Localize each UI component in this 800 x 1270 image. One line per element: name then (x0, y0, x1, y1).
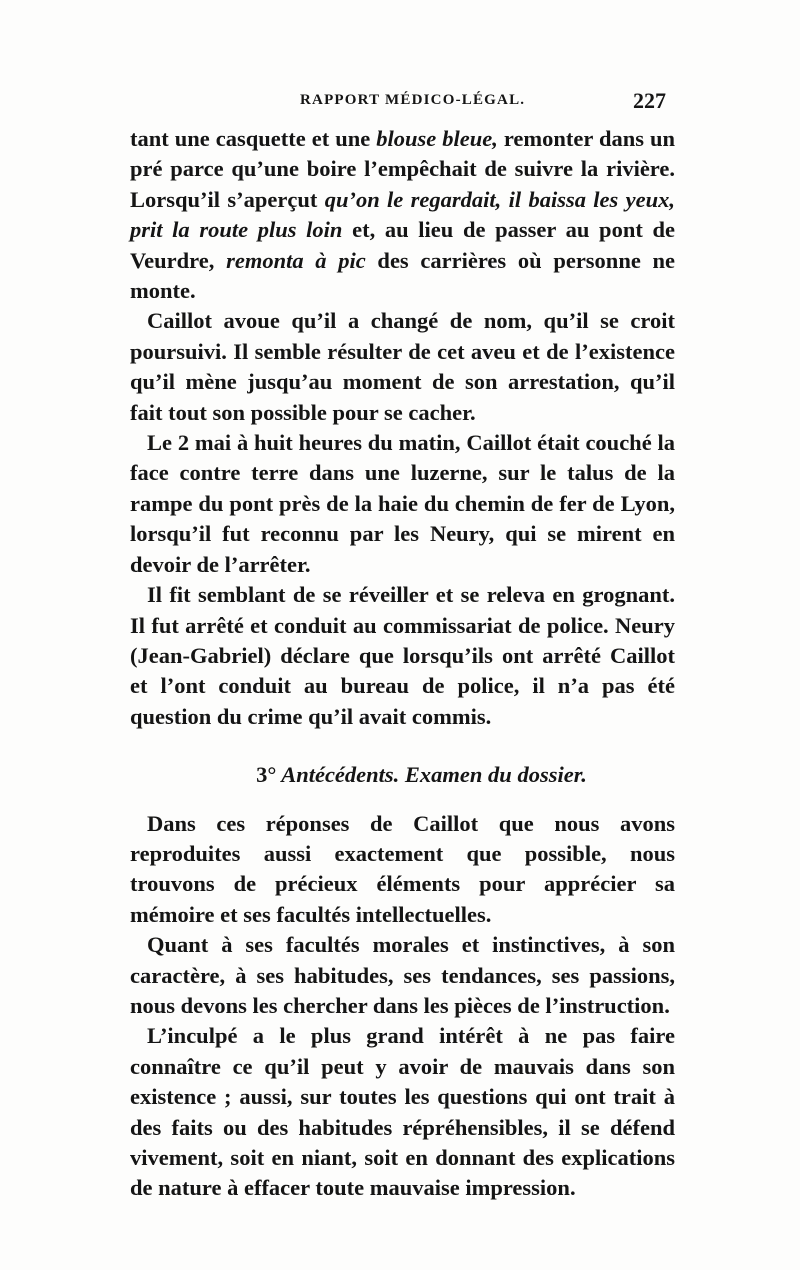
text-run: Caillot avoue qu’il a changé de nom, qu’il se croit poursuivi. Il semble résulter de cet aveu et de l’existence qu’il mène jusqu’au moment de son arrestation, qu’il fait tout son possible pour se cacher. (130, 308, 675, 425)
paragraph (130, 124, 675, 306)
text-run: Le 2 mai à huit heures du matin, Caillot était couché la face contre terre dans une luzerne, sur le talus de la rampe du pont près de la haie du chemin de fer de Lyon, lorsqu’il fut reconnu par les Neury, qui se mirent en devoir de l’arrêter. (130, 430, 675, 577)
paragraphs-after-heading (130, 809, 675, 1204)
body-text (130, 124, 675, 1204)
running-title: RAPPORT MÉDICO-LÉGAL. (300, 92, 526, 108)
text-run: Dans ces réponses de Caillot que nous avons reproduites aussi exactement que possible, nous trouvons de précieux éléments pour apprécier sa mémoire et ses facultés intellectuelles. (130, 810, 675, 927)
text-run: Quant à ses facultés morales et instinctives, à son caractère, à ses habitudes, ses tendances, ses passions, nous devons les chercher dans les pièces de l’instruction. (130, 932, 675, 1018)
page-number: 227 (633, 88, 666, 113)
text-run: et, au lieu de passer au pont de Veurdre, (130, 217, 675, 273)
paragraph (130, 580, 675, 732)
text-run: Il fit semblant de se réveiller et se releva en grognant. Il fut arrêté et conduit au commissariat de police. Neury (Jean-Gabriel) déclare que lorsqu’ils ont arrêté Caillot et l’ont conduit au bureau de police, il n’a pas été question du crime qu’il avait commis. (130, 582, 675, 729)
paragraph (130, 1021, 675, 1203)
paragraph (130, 809, 675, 931)
italic-text: remonta à pic (226, 247, 366, 273)
text-run: L’inculpé a le plus grand intérêt à ne pas faire connaître ce qu’il peut y avoir de mauvais dans son existence ; aussi, sur toutes les questions qui ont trait à des faits ou des habitudes répréhensibles, il se défend vivement, soit en niant, soit en donnant des explications de nature à effacer toute mauvaise impression. (130, 1023, 675, 1201)
page-header (0, 88, 800, 118)
text-run: des carrières où personne ne monte. (130, 247, 676, 304)
section-heading (130, 760, 675, 790)
paragraph (130, 306, 675, 428)
section-title: Antécédents. Examen du dossier. (281, 762, 587, 788)
paragraphs-before-heading (130, 124, 675, 732)
italic-text: blouse bleue, (376, 126, 498, 151)
text-run: remonter dans un pré parce qu’une boire l’empêchait de suivre la rivière. Lorsqu’il s’aperçut (130, 126, 675, 212)
italic-text: qu’on le regardait, il baissa les yeux, prit la route plus loin (130, 186, 675, 243)
section-number: 3° (256, 762, 277, 788)
text-run: tant une casquette et une (130, 126, 377, 151)
paragraph (130, 930, 675, 1021)
paragraph (130, 428, 675, 580)
